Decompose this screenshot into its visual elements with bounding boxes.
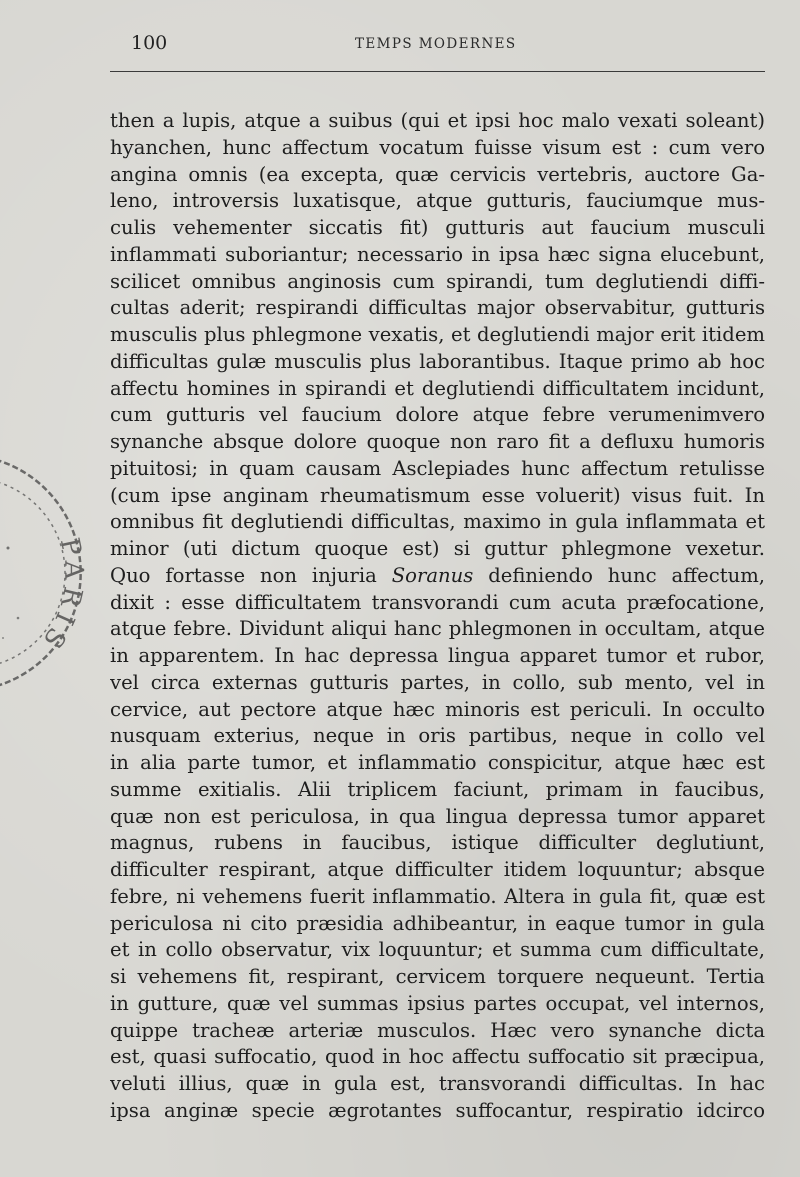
text-line: periculosa ni cito præsidia adhibeantur, in eaque tumor in gula (110, 911, 765, 935)
text-line: si vehemens fit, respirant, cervicem torquere nequeunt. Tertia (110, 965, 765, 988)
text-line: febre, ni vehemens fuerit inflammatio. Altera in gula fit, quæ est (110, 884, 765, 908)
text-line: (cum ipse anginam rheumatismum esse voluerit) visus fuit. In (110, 483, 765, 507)
text-line: synanche absque dolore quoque non raro fit a defluxu humoris (110, 430, 765, 453)
text-line: magnus, rubens in faucibus, istique difficulter deglutiunt, (110, 831, 765, 855)
text-line: in apparentem. In hac depressa lingua apparet tumor et rubor, (110, 644, 765, 667)
text-line: nusquam exterius, neque in oris partibus, neque in collo vel (110, 724, 765, 748)
text-line: cultas aderit; respirandi difficultas major observabitur, gutturis (110, 296, 765, 320)
text-line: hyanchen, hunc affectum vocatum fuisse visum est : cum vero (110, 135, 765, 159)
text-line: leno, introversis luxatisque, atque gutturis, fauciumque mus- (110, 189, 765, 213)
text-line: ipsa anginæ specie ægrotantes suffocantur, respiratio idcirco (110, 1098, 765, 1122)
text-line: affectu homines in spirandi et deglutiendi difficultatem incidunt, (110, 376, 765, 400)
text-line: in gutture, quæ vel summas ipsius partes occupat, vel internos, (110, 991, 765, 1015)
text-line: pituitosi; in quam causam Asclepiades hunc affectum retulisse (110, 456, 765, 480)
text-line: culis vehementer siccatis fit) gutturis aut faucium musculi (110, 216, 765, 239)
svg-text:PARIS (33, 535, 88, 658)
text-line: vel circa externas gutturis partes, in collo, sub mento, vel in (110, 670, 765, 694)
text-line (110, 563, 765, 590)
stamp-text: PARIS (33, 535, 89, 659)
header-rule (110, 71, 765, 72)
body-text (110, 108, 765, 1125)
text-line: minor (uti dictum quoque est) si guttur phlegmone vexetur. (110, 537, 765, 560)
text-line: cum gutturis vel faucium dolore atque febre verumenimvero (110, 403, 765, 427)
text-line: scilicet omnibus anginosis cum spirandi, tum deglutiendi diffi- (110, 269, 765, 293)
text-line: quæ non est periculosa, in qua lingua depressa tumor apparet (110, 804, 765, 828)
text-line: difficulter respirant, atque difficulter itidem loquuntur; absque (110, 858, 765, 881)
text-line: dixit : esse difficultatem transvorandi cum acuta præfocatione, (110, 590, 765, 614)
author-name-italic: Soranus (391, 563, 474, 587)
text-line: difficultas gulæ musculis plus laborantibus. Itaque primo ab hoc (110, 349, 765, 373)
running-head: TEMPS MODERNES (355, 36, 517, 52)
text-line: veluti illius, quæ in gula est, transvorandi difficultas. In hac (110, 1072, 765, 1095)
text-line: musculis plus phlegmone vexatis, et deglutiendi major erit itidem (110, 323, 765, 346)
text-line: et in collo observatur, vix loquuntur; et summa cum difficultate, (110, 938, 765, 962)
text-line: then a lupis, atque a suibus (qui et ipsi hoc malo vexati soleant) (110, 109, 765, 132)
text-line: atque febre. Dividunt aliqui hanc phlegmonen in occultam, atque (110, 617, 765, 641)
text-line: in alia parte tumor, et inflammatio conspicitur, atque hæc est (110, 751, 765, 774)
text-line: summe exitialis. Alii triplicem faciunt, primam in faucibus, (110, 777, 765, 801)
text-segment: Quo fortasse non injuria (110, 563, 392, 587)
text-line: inflammati suboriantur; necessario in ipsa hæc signa elucebunt, (110, 242, 765, 266)
text-line: quippe tracheæ arteriæ musculos. Hæc vero synanche dicta (110, 1018, 765, 1042)
text-line: angina omnis (ea excepta, quæ cervicis vertebris, auctore Ga- (110, 162, 765, 186)
text-segment: definiendo hunc affectum, (473, 563, 765, 587)
text-line: omnibus fit deglutiendi difficultas, maximo in gula inflammata et (110, 510, 765, 534)
page-header (110, 30, 765, 60)
text-line: est, quasi suffocatio, quod in hoc affectu suffocatio sit præcipua, (110, 1045, 765, 1069)
library-stamp (0, 438, 108, 708)
page-number: 100 (131, 32, 168, 54)
text-line: cervice, aut pectore atque hæc minoris est periculi. In occulto (110, 697, 765, 721)
